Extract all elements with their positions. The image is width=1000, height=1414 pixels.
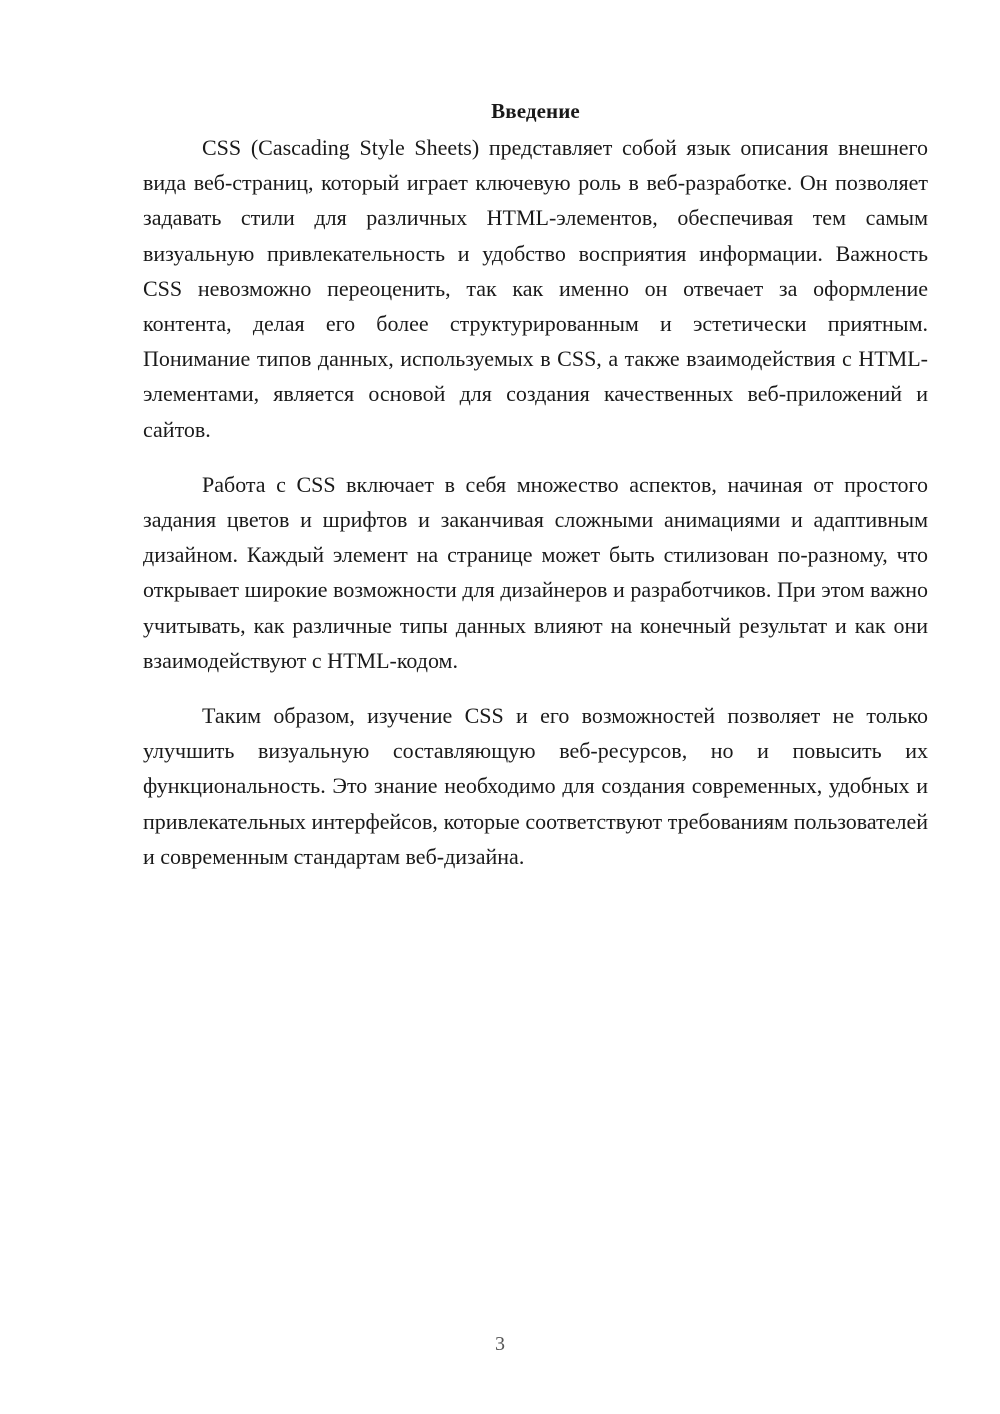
section-title: Введение <box>491 99 580 123</box>
paragraph-aspects: Работа с CSS включает в себя множество аспектов, начиная от простого задания цветов и шрифтов и заканчивая сложными анимациями и адаптивным дизайном. Каждый элемент на странице может быть стилизован по-разному, что открывает широкие возможности для дизайнеров и разработчиков. При этом важно учитывать, как различные типы данных влияют на конечный результат и как они взаимодействуют с HTML-кодом. <box>143 471 928 673</box>
page-number: 3 <box>495 1333 505 1355</box>
page-content <box>143 96 928 894</box>
paragraph-intro: CSS (Cascading Style Sheets) представляет собой язык описания внешнего вида веб-страниц, который играет ключевую роль в веб-разработке. Он позволяет задавать стили для различных HTML-элементов, обеспечивая тем самым визуальную привлекательность и удобство восприятия информации. Важность CSS невозможно переоценить, так как именно он отвечает за оформление контента, делая его более структурированным и эстетически приятным. Понимание типов данных, используемых в CSS, а также взаимодействия с HTML-элементами, является основой для создания качественных веб-приложений и сайтов. <box>143 135 928 442</box>
paragraph-conclusion: Таким образом, изучение CSS и его возможностей позволяет не только улучшить визуальную составляющую веб-ресурсов, но и повысить их функциональность. Это знание необходимо для создания современных, удобных и привлекательных интерфейсов, которые соответствуют требованиям пользователей и современным стандартам веб-дизайна. <box>143 703 928 869</box>
